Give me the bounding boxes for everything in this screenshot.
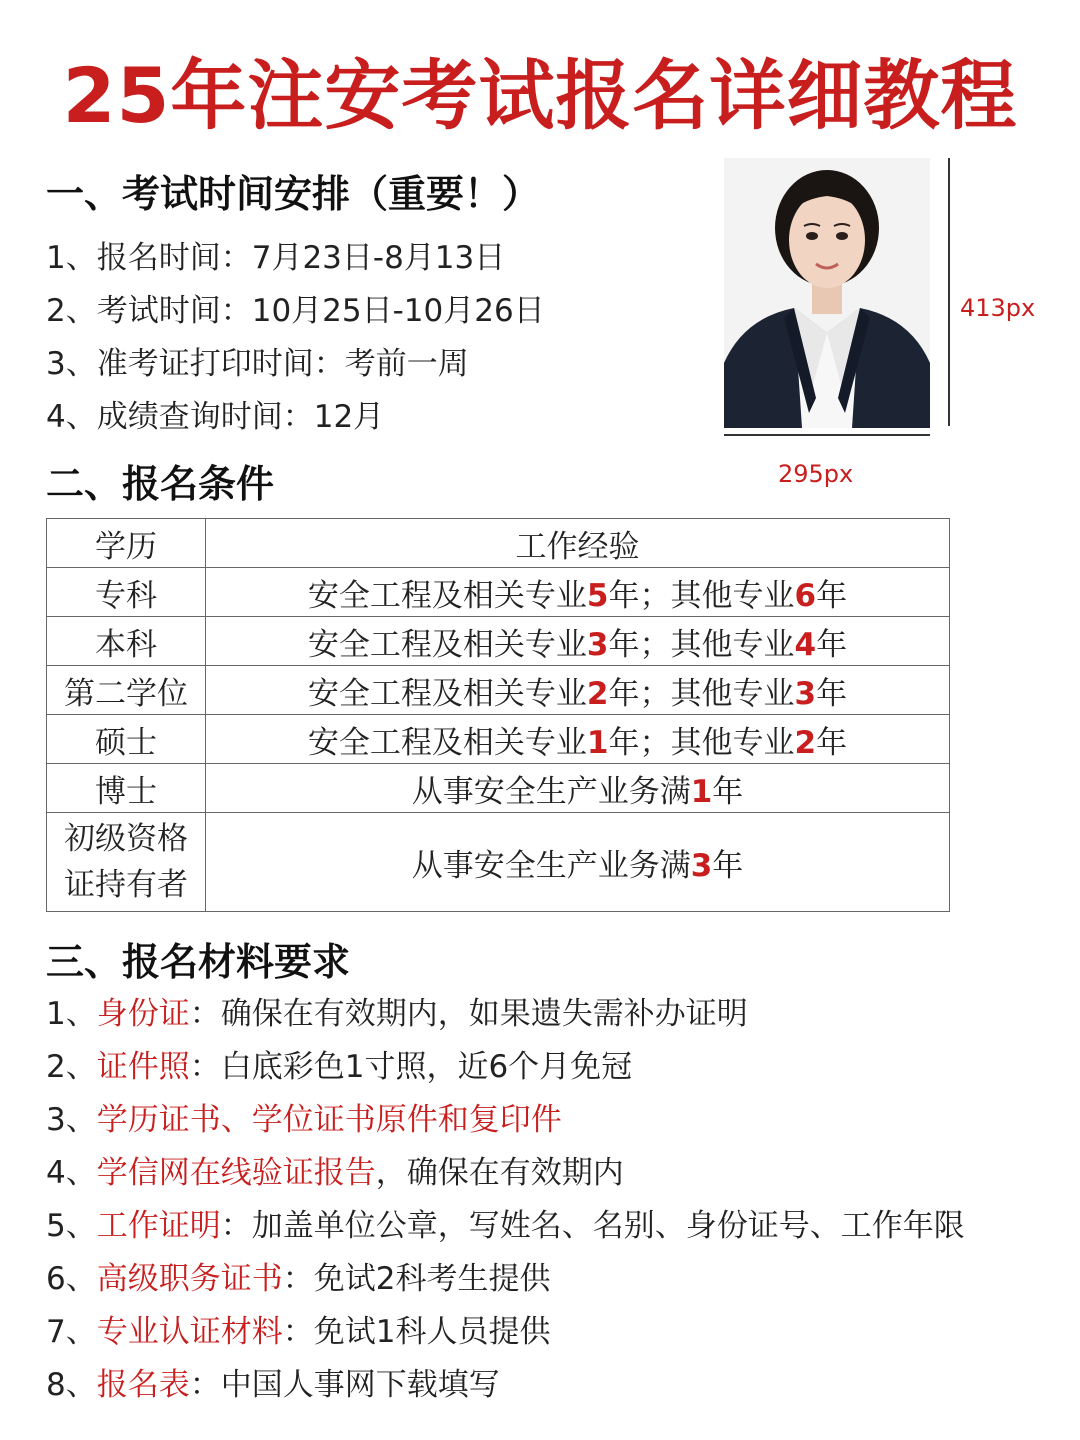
- section-heading-materials: 三、报名材料要求: [46, 940, 351, 984]
- edu-cell: 博士: [47, 764, 206, 813]
- table-header-cell: 工作经验: [206, 519, 950, 568]
- table-row: [47, 666, 950, 715]
- experience-cell: 安全工程及相关专业1年；其他专业2年: [206, 715, 950, 764]
- material-item: 1、身份证：确保在有效期内，如果遗失需补办证明: [46, 996, 748, 1032]
- material-item: 5、工作证明：加盖单位公章，写姓名、名别、身份证号、工作年限: [46, 1208, 965, 1244]
- schedule-item: 4、成绩查询时间：12月: [46, 399, 385, 435]
- material-item: 2、证件照：白底彩色1寸照，近6个月免冠: [46, 1049, 633, 1085]
- table-row: [47, 813, 950, 912]
- table-row: [47, 617, 950, 666]
- edu-cell: 专科: [47, 568, 206, 617]
- experience-cell: 安全工程及相关专业5年；其他专业6年: [206, 568, 950, 617]
- experience-cell: 安全工程及相关专业3年；其他专业4年: [206, 617, 950, 666]
- table-row: [47, 715, 950, 764]
- table-row: [47, 764, 950, 813]
- experience-cell: 从事安全生产业务满3年: [206, 813, 950, 912]
- height-dimension-line: [948, 158, 950, 426]
- height-dimension-label: 413px: [960, 294, 1036, 322]
- table-header-cell: 学历: [47, 519, 206, 568]
- edu-cell: 第二学位: [47, 666, 206, 715]
- edu-cell: 本科: [47, 617, 206, 666]
- schedule-item: 2、考试时间：10月25日-10月26日: [46, 293, 545, 329]
- table-header-row: [47, 519, 950, 568]
- person-photo-illustration: [724, 158, 930, 428]
- schedule-item: 3、准考证打印时间：考前一周: [46, 346, 469, 382]
- schedule-item: 1、报名时间：7月23日-8月13日: [46, 240, 506, 276]
- eligibility-table: [46, 518, 950, 912]
- sample-id-photo: [724, 158, 930, 428]
- section-heading-requirements: 二、报名条件: [46, 462, 275, 506]
- page-title: 25年注安考试报名详细教程: [62, 51, 1018, 140]
- width-dimension-label: 295px: [778, 460, 854, 488]
- material-item: 4、学信网在线验证报告，确保在有效期内: [46, 1155, 624, 1191]
- experience-cell: 安全工程及相关专业2年；其他专业3年: [206, 666, 950, 715]
- material-item: 6、高级职务证书：免试2科考生提供: [46, 1261, 551, 1297]
- table-row: [47, 568, 950, 617]
- edu-cell: 硕士: [47, 715, 206, 764]
- material-item: 8、报名表：中国人事网下载填写: [46, 1367, 500, 1403]
- material-item: 7、专业认证材料：免试1科人员提供: [46, 1314, 551, 1350]
- width-dimension-line: [724, 434, 930, 436]
- experience-cell: 从事安全生产业务满1年: [206, 764, 950, 813]
- material-item: 3、学历证书、学位证书原件和复印件: [46, 1102, 562, 1138]
- edu-cell: 初级资格 证持有者: [47, 813, 206, 912]
- section-heading-schedule: 一、考试时间安排（重要！）: [46, 172, 541, 216]
